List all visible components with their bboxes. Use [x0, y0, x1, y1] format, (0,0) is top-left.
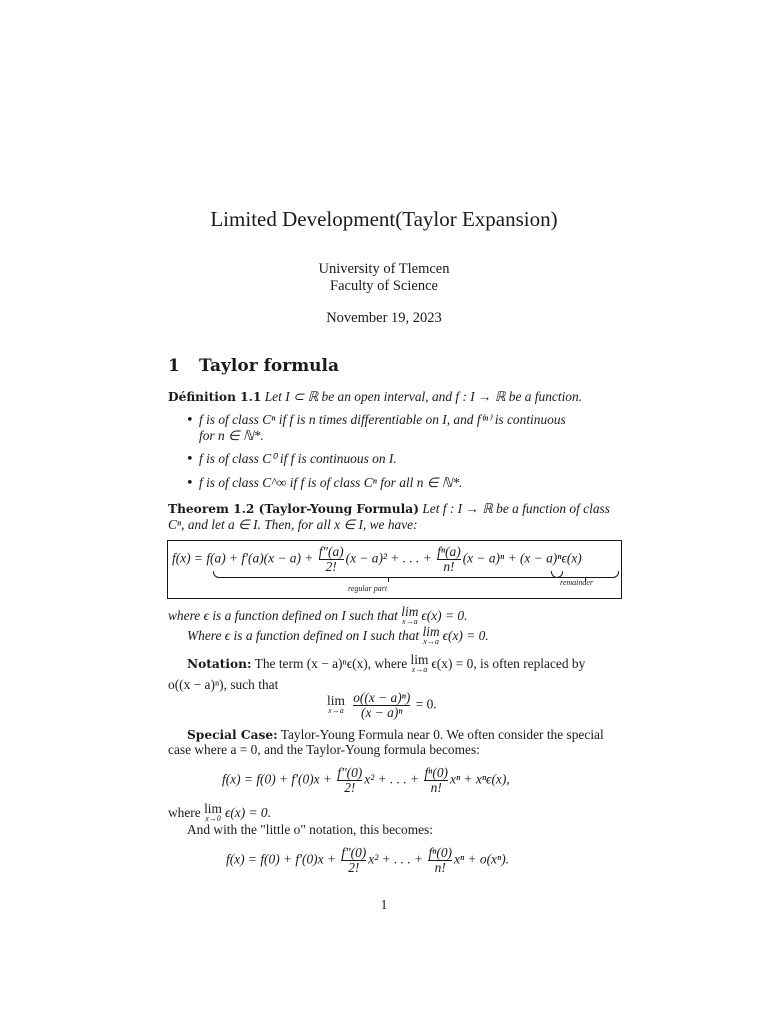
formula-fraction-second-derivative [319, 545, 344, 574]
limit-subscript: x→a [423, 637, 439, 646]
fraction-numerator: f″(a) [318, 544, 344, 559]
formula-lhs: f(x) = [172, 550, 203, 566]
equation-start: f(x) = f(0) + f′(0)x + [222, 771, 332, 787]
limit-subscript: x→a [402, 617, 418, 626]
definition-text: Let I ⊂ ℝ be an open interval, and f : I → ℝ be a function. [264, 389, 583, 404]
where-line-2-end: ϵ(x) = 0. [442, 628, 489, 644]
notation-label: Notation: [187, 657, 252, 672]
bullet-marker: • [186, 452, 194, 467]
fraction-second-derivative [337, 766, 362, 795]
fraction-numerator: fⁿ(a) [437, 544, 461, 559]
definition-bullet-1-line-1: f is of class Cⁿ if f is n times differentiable on I, and f⁽ⁿ⁾ is continuous [199, 412, 566, 427]
fraction-denominator: 2! [319, 559, 344, 574]
where-end: ϵ(x) = 0. [224, 805, 271, 821]
limit-word: lim [327, 692, 345, 708]
fraction-denominator: n! [428, 860, 452, 875]
fraction-numerator: f″(0) [341, 845, 367, 860]
regular-part-label: regular part [348, 584, 388, 593]
definition-bullet-2: f is of class C⁰ if f is continuous on I. [199, 451, 397, 466]
notation-paragraph [187, 652, 586, 675]
fraction-denominator: 2! [341, 860, 366, 875]
formula-regular-start: f(a) + f′(a)(x − a) + [206, 550, 314, 566]
little-o-intro: And with the "little o" notation, this becomes: [187, 822, 433, 837]
theorem [168, 501, 610, 517]
definition-bullet-3: f is of class C^∞ if f is of class Cⁿ for all n ∈ ℕ*. [199, 475, 463, 490]
little-o-limit-equation [327, 691, 437, 720]
special-case-paragraph [187, 727, 604, 743]
definition-bullet-1-line-2: for n ∈ ℕ*. [199, 428, 264, 443]
equation-start: f(x) = f(0) + f′(0)x + [226, 851, 336, 867]
affiliation-faculty: Faculty of Science [330, 278, 438, 294]
section-heading [168, 356, 339, 376]
notation-line-2: o((x − a)ⁿ), such that [168, 677, 279, 692]
theorem-text-line-1: Let f : I → ℝ be a function of class [422, 501, 610, 516]
equation-middle: x² + . . . + [364, 771, 420, 787]
special-case-label: Special Case: [187, 728, 278, 742]
notation-text-end: ϵ(x) = 0, is often replaced by [431, 656, 586, 672]
page-number: 1 [380, 897, 388, 912]
limit-operator [204, 801, 222, 824]
limit-operator [410, 652, 429, 675]
limit-word: lim [401, 604, 419, 619]
where-limit-zero [168, 801, 271, 824]
limit-word: lim [410, 652, 429, 667]
special-case-line-1: Taylor-Young Formula near 0. We often consider the special [280, 727, 604, 742]
where-line-2-text: Where ϵ is a function defined on I such that [187, 628, 420, 644]
fraction-numerator: f″(0) [337, 765, 363, 780]
fraction-denominator: n! [424, 780, 448, 795]
fraction-nth-derivative [428, 846, 452, 875]
limit-subscript: x→0 [205, 814, 221, 823]
little-o-equation [226, 846, 509, 875]
formula-remainder: (x − a)ⁿϵ(x) [519, 550, 582, 566]
regular-part-brace [213, 571, 563, 578]
fraction-second-derivative [341, 846, 366, 875]
fraction-nth-derivative [424, 766, 448, 795]
formula-end: (x − a)ⁿ + [462, 550, 517, 566]
limit-operator [422, 624, 440, 647]
affiliation-university: University of Tlemcen [318, 261, 450, 277]
where-line-1-end: ϵ(x) = 0. [421, 608, 468, 624]
formula-middle: (x − a)² + . . . + [345, 550, 432, 566]
where-word: where [168, 805, 201, 821]
fraction-denominator: (x − a)ⁿ [353, 705, 410, 720]
section-title: Taylor formula [199, 356, 340, 376]
definition-label: Définition 1.1 [168, 390, 262, 404]
where-line-1-text: where ϵ is a function defined on I such that [168, 608, 398, 624]
paper-date: November 19, 2023 [326, 310, 442, 326]
bullet-marker: • [186, 476, 194, 491]
formula-fraction-nth-derivative [437, 545, 461, 574]
special-case-line-2: case where a = 0, and the Taylor-Young formula becomes: [168, 742, 480, 757]
limit-word: lim [204, 801, 222, 816]
fraction-numerator: o((x − a)ⁿ) [353, 690, 411, 705]
fraction-denominator: n! [437, 559, 461, 574]
taylor-young-formula [172, 545, 582, 574]
paper-title: Limited Development(Taylor Expansion) [210, 207, 558, 231]
remainder-brace [551, 571, 619, 578]
theorem-text-line-2: Cⁿ, and let a ∈ I. Then, for all x ∈ I, we have: [168, 517, 418, 532]
fraction-denominator: 2! [337, 780, 362, 795]
equation-end: xⁿ + xⁿϵ(x), [450, 771, 510, 787]
fraction-numerator: fⁿ(0) [424, 765, 448, 780]
remainder-label: remainder [560, 578, 594, 587]
equation-end: = 0. [415, 696, 437, 712]
little-o-fraction [353, 691, 410, 720]
theorem-label: Theorem 1.2 (Taylor-Young Formula) [168, 502, 419, 516]
limit-operator [327, 692, 345, 716]
equation-end: xⁿ + o(xⁿ). [454, 851, 510, 867]
limit-subscript: x→a [411, 665, 428, 674]
maclaurin-equation [222, 766, 510, 795]
limit-subscript: x→a [328, 705, 344, 715]
definition [168, 389, 582, 405]
limit-word: lim [422, 624, 440, 639]
bullet-marker: • [186, 413, 194, 428]
equation-middle: x² + . . . + [368, 851, 424, 867]
section-number: 1 [168, 356, 180, 376]
where-line-2 [187, 624, 489, 647]
notation-text: The term (x − a)ⁿϵ(x), where [254, 656, 408, 672]
limit-operator [401, 604, 419, 627]
fraction-numerator: fⁿ(0) [428, 845, 452, 860]
